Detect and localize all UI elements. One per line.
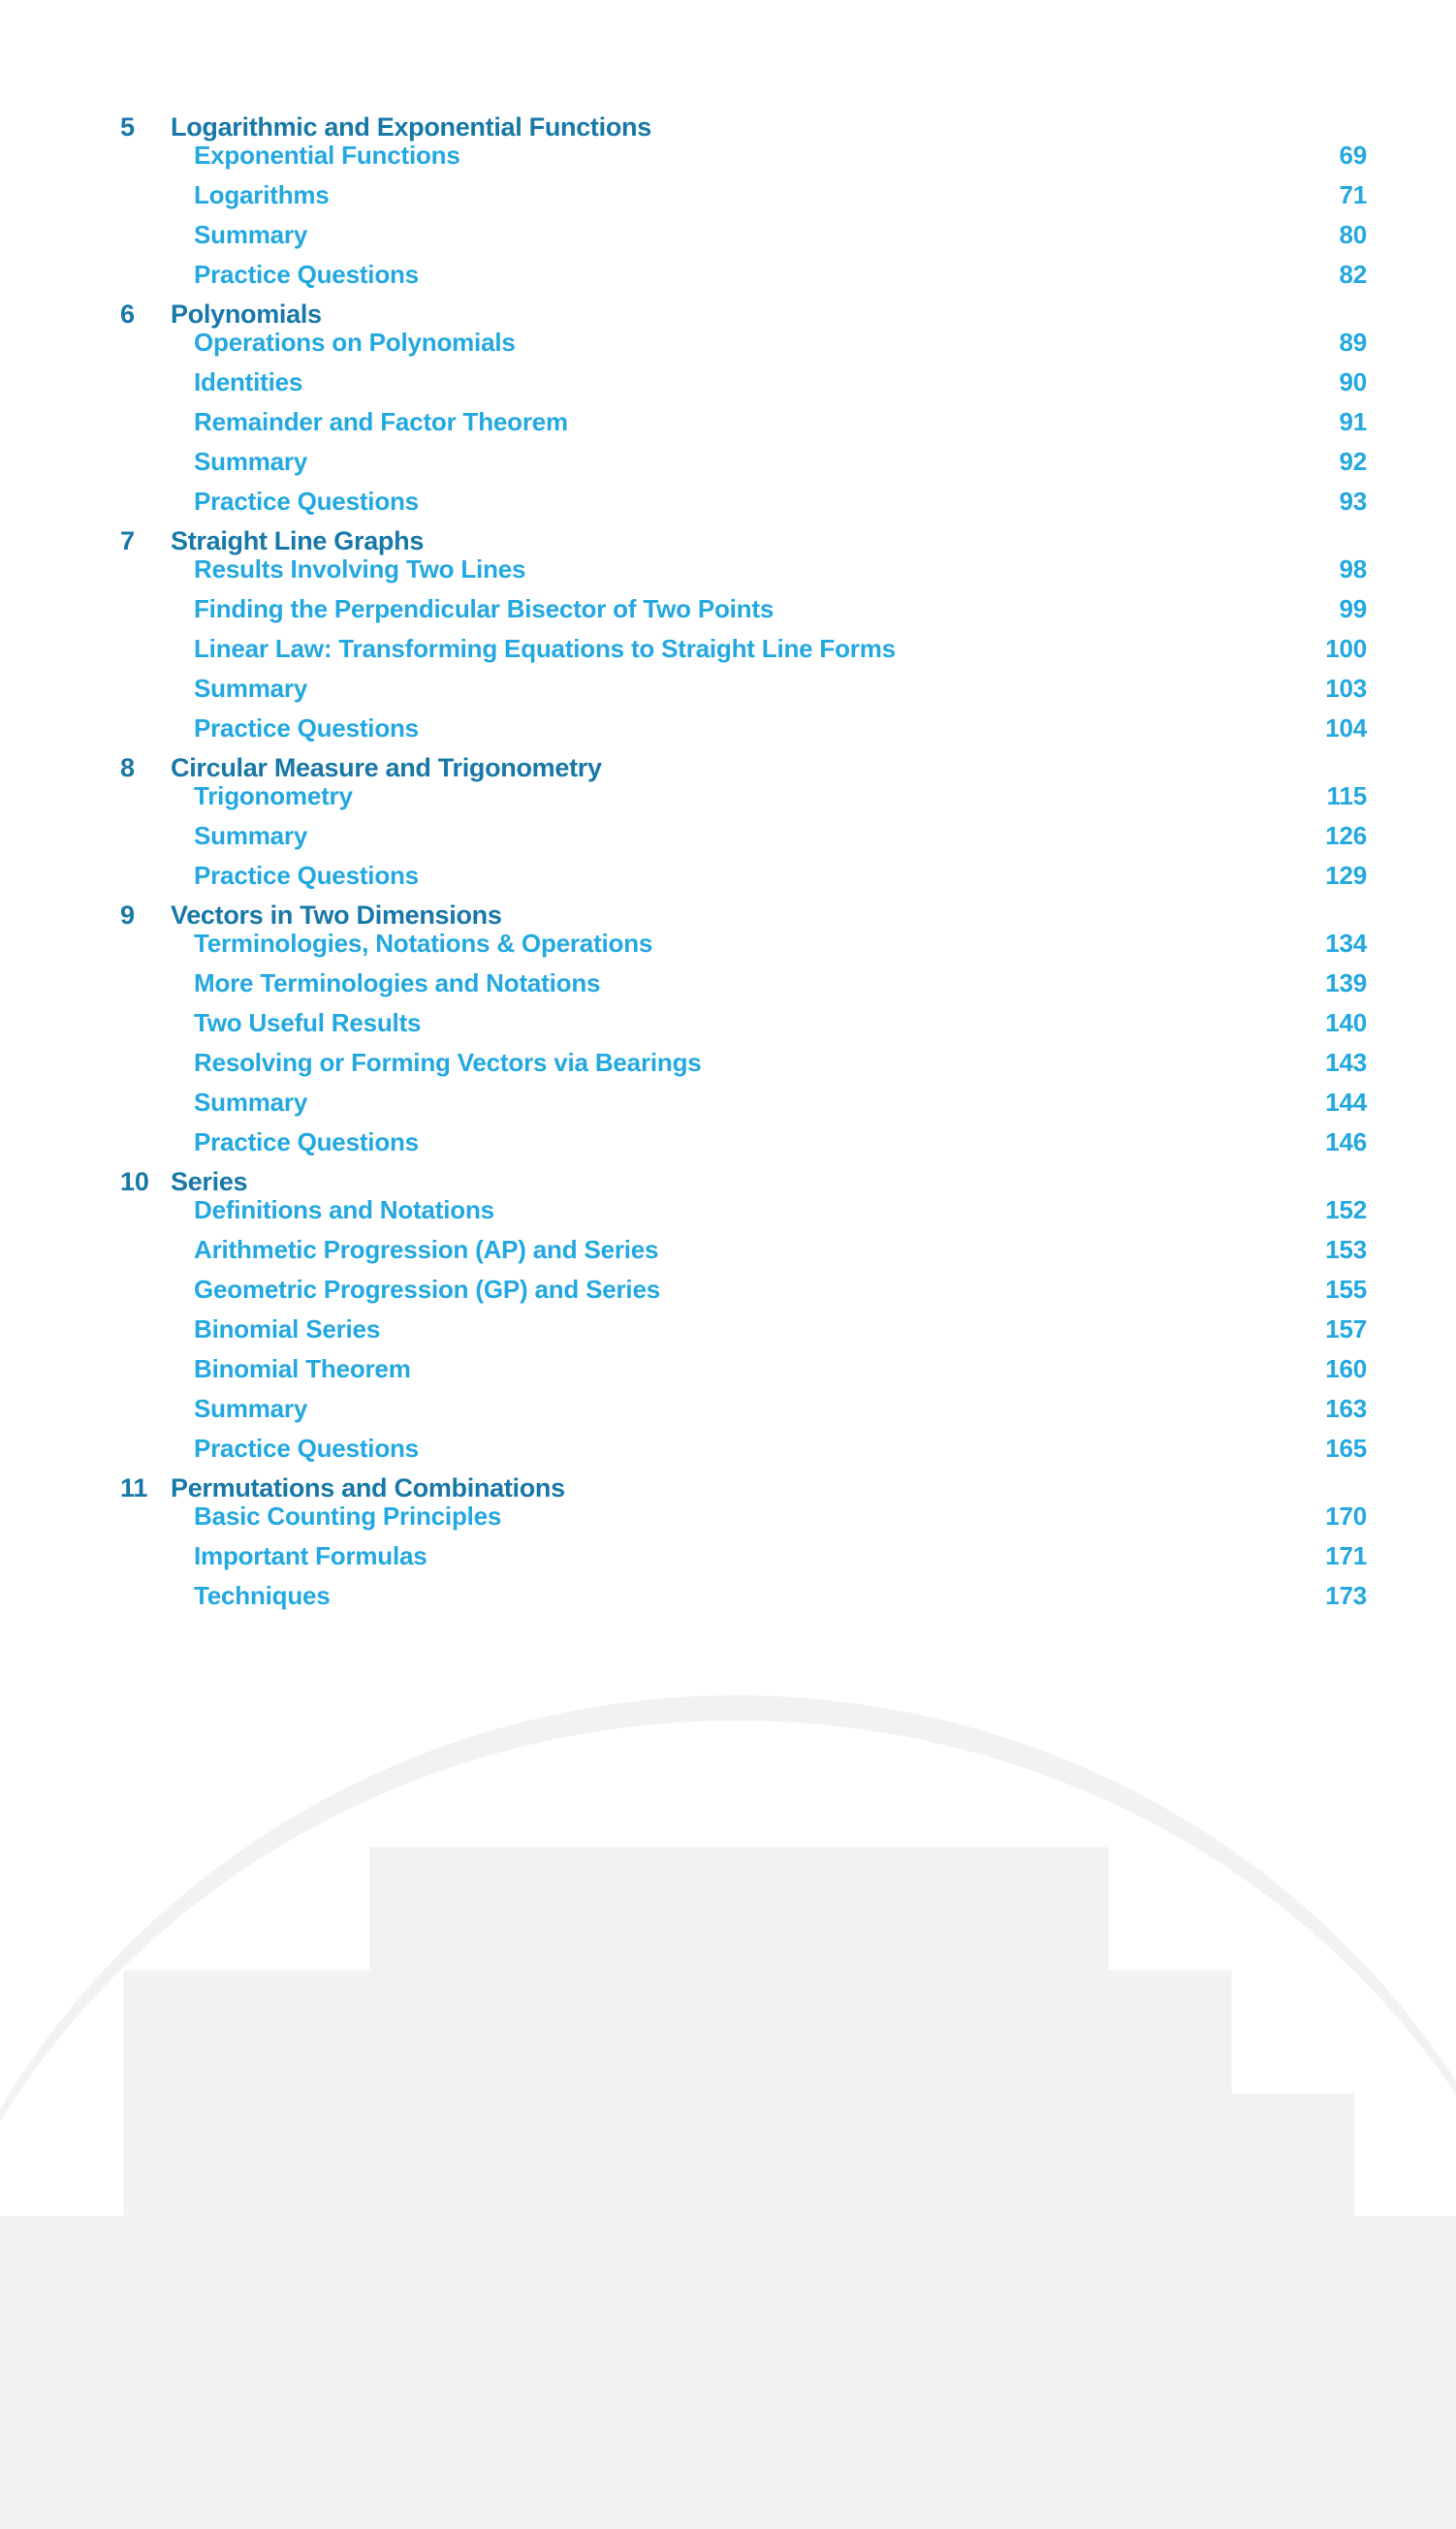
chapter-heading[interactable] [0, 301, 1456, 328]
toc-entry-page-number: 173 [1325, 1581, 1367, 1610]
toc-entry-title: Summary [194, 447, 308, 476]
toc-entry[interactable] [0, 1503, 1456, 1543]
chapter-heading[interactable] [0, 755, 1456, 781]
toc-entry-title: Practice Questions [194, 1127, 419, 1156]
toc-entry-page-number: 170 [1325, 1502, 1367, 1531]
dot-leader [387, 1337, 1293, 1338]
toc-entry-title: Terminologies, Notations & Operations [194, 929, 653, 958]
dot-leader [575, 429, 1293, 430]
toc-entry-title: Summary [194, 1394, 308, 1423]
toc-chapter [0, 528, 1456, 755]
dot-leader [667, 1297, 1293, 1298]
toc-entry[interactable] [0, 1316, 1456, 1356]
toc-chapter [0, 1475, 1456, 1623]
chapter-heading[interactable] [0, 114, 1456, 141]
toc-entry-title: Practice Questions [194, 487, 419, 516]
toc-entry[interactable] [0, 1129, 1456, 1169]
toc-entry[interactable] [0, 970, 1456, 1010]
toc-entry-title: Binomial Series [194, 1314, 381, 1344]
toc-entry-page-number: 93 [1339, 487, 1367, 516]
toc-entry[interactable] [0, 1436, 1456, 1475]
toc-entry-title: Practice Questions [194, 1434, 419, 1463]
chapter-heading[interactable] [0, 902, 1456, 929]
toc-entry[interactable] [0, 823, 1456, 863]
dot-leader [467, 163, 1293, 164]
chapter-number: 10 [120, 1167, 149, 1196]
toc-entry[interactable] [0, 556, 1456, 596]
toc-entry[interactable] [0, 1396, 1456, 1436]
dot-leader [427, 1030, 1293, 1031]
chapter-heading[interactable] [0, 1169, 1456, 1195]
toc-entry-page-number: 92 [1339, 447, 1367, 476]
toc-entry-page-number: 126 [1325, 821, 1367, 850]
toc-entry[interactable] [0, 222, 1456, 262]
toc-entry-title: More Terminologies and Notations [194, 968, 601, 997]
chapter-title: Circular Measure and Trigonometry [171, 753, 602, 782]
toc-entry-page-number: 157 [1325, 1314, 1367, 1344]
dot-leader [426, 1150, 1293, 1151]
dot-leader [902, 656, 1293, 657]
dot-leader [607, 991, 1293, 992]
toc-entry[interactable] [0, 1010, 1456, 1050]
dot-leader [314, 242, 1293, 243]
toc-entry-title: Trigonometry [194, 781, 353, 810]
toc-entry-title: Logarithms [194, 180, 330, 209]
toc-entry[interactable] [0, 596, 1456, 636]
toc-entry[interactable] [0, 676, 1456, 715]
toc-chapter [0, 902, 1456, 1169]
dot-leader [508, 1524, 1293, 1525]
toc-entry-page-number: 115 [1326, 781, 1367, 810]
toc-chapter [0, 301, 1456, 528]
toc-entry-title: Important Formulas [194, 1541, 427, 1570]
toc-entry-title: Two Useful Results [194, 1008, 422, 1037]
dot-leader [709, 1070, 1293, 1071]
toc-entry-page-number: 139 [1325, 968, 1367, 997]
toc-entry-title: Practice Questions [194, 260, 419, 289]
chapter-title: Vectors in Two Dimensions [171, 901, 502, 930]
chapter-number: 8 [120, 753, 135, 782]
toc-entry-page-number: 140 [1325, 1008, 1367, 1037]
toc-entry-page-number: 129 [1325, 861, 1367, 890]
toc-entry-page-number: 91 [1339, 407, 1367, 436]
toc-entry-title: Summary [194, 1088, 308, 1117]
toc-entry-page-number: 171 [1325, 1541, 1367, 1570]
toc-entry[interactable] [0, 449, 1456, 489]
dot-leader [336, 203, 1293, 204]
toc-entry[interactable] [0, 182, 1456, 222]
toc-entry[interactable] [0, 1237, 1456, 1277]
toc-chapter [0, 755, 1456, 902]
dot-leader [532, 577, 1293, 578]
toc-entry[interactable] [0, 1356, 1456, 1396]
toc-entry[interactable] [0, 783, 1456, 823]
page-watermark-arc [0, 1695, 1456, 2529]
chapter-number: 6 [120, 300, 135, 329]
toc-entry-title: Remainder and Factor Theorem [194, 407, 568, 436]
toc-entry-page-number: 153 [1325, 1235, 1367, 1264]
dot-leader [522, 350, 1293, 351]
toc-entry-title: Arithmetic Progression (AP) and Series [194, 1235, 659, 1264]
toc-entry-title: Results Involving Two Lines [194, 554, 526, 584]
dot-leader [314, 843, 1293, 844]
toc-entry-page-number: 163 [1325, 1394, 1367, 1423]
toc-entry[interactable] [0, 715, 1456, 755]
dot-leader [659, 951, 1293, 952]
toc-entry-page-number: 99 [1339, 594, 1367, 623]
toc-entry-page-number: 80 [1339, 220, 1367, 249]
toc-entry-page-number: 143 [1325, 1048, 1367, 1077]
chapter-title: Logarithmic and Exponential Functions [171, 112, 651, 142]
dot-leader [426, 282, 1293, 283]
dot-leader [309, 390, 1293, 391]
toc-entry[interactable] [0, 1050, 1456, 1090]
dot-leader [518, 1217, 1293, 1218]
dot-leader [314, 1416, 1293, 1417]
toc-entry-title: Operations on Polynomials [194, 328, 516, 357]
dot-leader [426, 1456, 1293, 1457]
dot-leader [665, 1257, 1293, 1258]
chapter-heading[interactable] [0, 528, 1456, 554]
chapter-title: Permutations and Combinations [171, 1473, 565, 1502]
toc-entry-title: Definitions and Notations [194, 1195, 494, 1224]
toc-entry-page-number: 100 [1325, 634, 1367, 663]
dot-leader [442, 736, 1293, 737]
toc-entry-title: Practice Questions [194, 713, 419, 743]
toc-entry[interactable] [0, 931, 1456, 970]
dot-leader [418, 1376, 1293, 1377]
toc-entry-page-number: 152 [1325, 1195, 1367, 1224]
chapter-number: 7 [120, 526, 135, 555]
toc-entry[interactable] [0, 636, 1456, 676]
toc-entry[interactable] [0, 1543, 1456, 1583]
toc-entry[interactable] [0, 409, 1456, 449]
toc-entry-title: Resolving or Forming Vectors via Bearings [194, 1048, 702, 1077]
toc-entry-title: Identities [194, 367, 303, 396]
toc-entry-page-number: 82 [1339, 260, 1367, 289]
toc-entry-title: Exponential Functions [194, 141, 460, 170]
toc-entry[interactable] [0, 489, 1456, 528]
dot-leader [780, 616, 1293, 617]
toc-entry-title: Summary [194, 821, 308, 850]
toc-entry-title: Finding the Perpendicular Bisector of Two Points [194, 594, 775, 623]
toc-entry-title: Geometric Progression (GP) and Series [194, 1275, 660, 1304]
toc-entry-page-number: 134 [1325, 929, 1367, 958]
toc-entry-title: Linear Law: Transforming Equations to Straight Line Forms [194, 634, 896, 663]
toc-entry-page-number: 89 [1339, 328, 1367, 357]
toc-entry-title: Practice Questions [194, 861, 419, 890]
dot-leader [434, 1564, 1293, 1565]
chapter-number: 9 [120, 901, 135, 930]
toc-entry[interactable] [0, 1277, 1456, 1316]
chapter-heading[interactable] [0, 1475, 1456, 1502]
toc-entry-title: Binomial Theorem [194, 1354, 411, 1383]
toc-entry-page-number: 90 [1339, 367, 1367, 396]
toc-entry-title: Techniques [194, 1581, 331, 1610]
toc-entry-page-number: 160 [1325, 1354, 1367, 1383]
toc-entry-page-number: 155 [1325, 1275, 1367, 1304]
toc-entry-page-number: 144 [1325, 1088, 1367, 1117]
toc-entry-page-number: 146 [1325, 1127, 1367, 1156]
toc-entry-page-number: 98 [1339, 554, 1367, 584]
dot-leader [337, 1603, 1293, 1604]
toc-chapter [0, 114, 1456, 301]
dot-leader [426, 509, 1293, 510]
chapter-number: 5 [120, 112, 135, 142]
toc-entry[interactable] [0, 1583, 1456, 1623]
toc-entry[interactable] [0, 1090, 1456, 1129]
toc-entry[interactable] [0, 863, 1456, 902]
dot-leader [314, 696, 1293, 697]
toc-entry-page-number: 71 [1339, 180, 1367, 209]
toc-entry[interactable] [0, 330, 1456, 369]
toc-entry-page-number: 165 [1325, 1434, 1367, 1463]
chapter-title: Straight Line Graphs [171, 526, 425, 555]
toc-entry[interactable] [0, 369, 1456, 409]
toc-entry-page-number: 103 [1325, 674, 1367, 703]
toc-entry[interactable] [0, 262, 1456, 301]
dot-leader [314, 469, 1293, 470]
chapter-number: 11 [120, 1473, 148, 1502]
toc-entry-title: Summary [194, 674, 308, 703]
toc-entry[interactable] [0, 142, 1456, 182]
toc-entry-title: Basic Counting Principles [194, 1502, 502, 1531]
dot-leader [360, 804, 1293, 805]
chapter-title: Series [171, 1167, 248, 1196]
toc-entry-page-number: 104 [1325, 713, 1367, 743]
chapter-title: Polynomials [171, 300, 322, 329]
toc-entry-page-number: 69 [1339, 141, 1367, 170]
toc-entry-title: Summary [194, 220, 308, 249]
dot-leader [314, 1110, 1293, 1111]
dot-leader [426, 883, 1293, 884]
toc-entry[interactable] [0, 1197, 1456, 1237]
toc-chapter [0, 1169, 1456, 1475]
